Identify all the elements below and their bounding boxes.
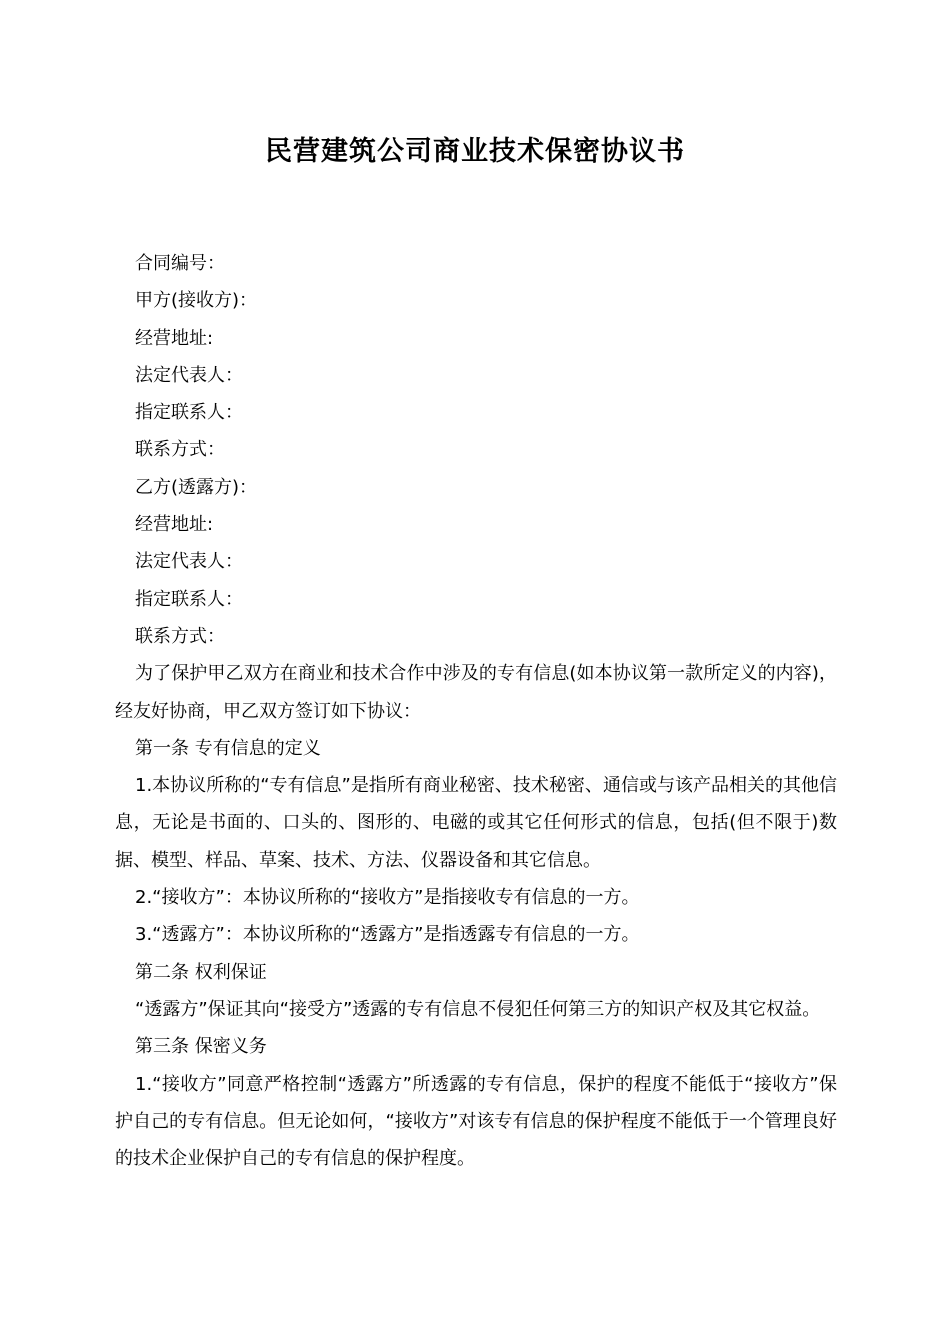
field-party-b-legal-rep: 法定代表人： bbox=[135, 551, 243, 573]
field-party-a: 甲方(接收方)： bbox=[135, 290, 258, 312]
field-contract-number: 合同编号： bbox=[135, 253, 225, 274]
article-1-item-2: 2.“接收方”：本协议所称的“接收方”是指接收专有信息的一方。 bbox=[135, 887, 640, 909]
article-1-item-1: 1.本协议所称的“专有信息”是指所有商业秘密、技术秘密、通信或与该产品相关的其他信息，无论是书面的、口头的、图形的、电磁的或其它任何形式的信息，包括(但不限于)数据、模型、样品、草案、技术、方法、仪器设备和其它信息。 bbox=[115, 775, 837, 871]
field-party-b-contact-info: 联系方式： bbox=[135, 625, 225, 647]
article-3-item-1: 1.“接收方”同意严格控制“透露方”所透露的专有信息，保护的程度不能低于“接收方”保护自己的专有信息。但无论如何，“接收方”对该专有信息的保护程度不能低于一个管理良好的技术企业保护自己的专有信息的保护程度。 bbox=[115, 1073, 837, 1170]
article-2-text: “透露方”保证其向“接受方”透露的专有信息不侵犯任何第三方的知识产权及其它权益。 bbox=[135, 998, 821, 1020]
article-2-heading: 第二条 权利保证 bbox=[135, 961, 267, 983]
field-party-a-contact-info: 联系方式： bbox=[135, 439, 225, 461]
field-party-b: 乙方(透露方)： bbox=[135, 476, 258, 498]
document-title: 民营建筑公司商业技术保密协议书 bbox=[265, 136, 685, 167]
field-party-a-contact-person: 指定联系人： bbox=[135, 402, 243, 424]
article-1-heading: 第一条 专有信息的定义 bbox=[135, 737, 321, 759]
field-party-b-address: 经营地址: bbox=[135, 514, 214, 536]
field-party-a-legal-rep: 法定代表人： bbox=[135, 364, 243, 386]
field-party-b-contact-person: 指定联系人： bbox=[135, 588, 243, 610]
intro-paragraph: 为了保护甲乙双方在商业和技术合作中涉及的专有信息(如本协议第一款所定义的内容)，经友好协商，甲乙双方签订如下协议： bbox=[115, 663, 837, 722]
article-1-item-3: 3.“透露方”：本协议所称的“透露方”是指透露专有信息的一方。 bbox=[135, 924, 640, 946]
field-party-a-address: 经营地址: bbox=[135, 327, 214, 349]
document-body bbox=[115, 245, 837, 1177]
article-3-heading: 第三条 保密义务 bbox=[135, 1036, 267, 1058]
